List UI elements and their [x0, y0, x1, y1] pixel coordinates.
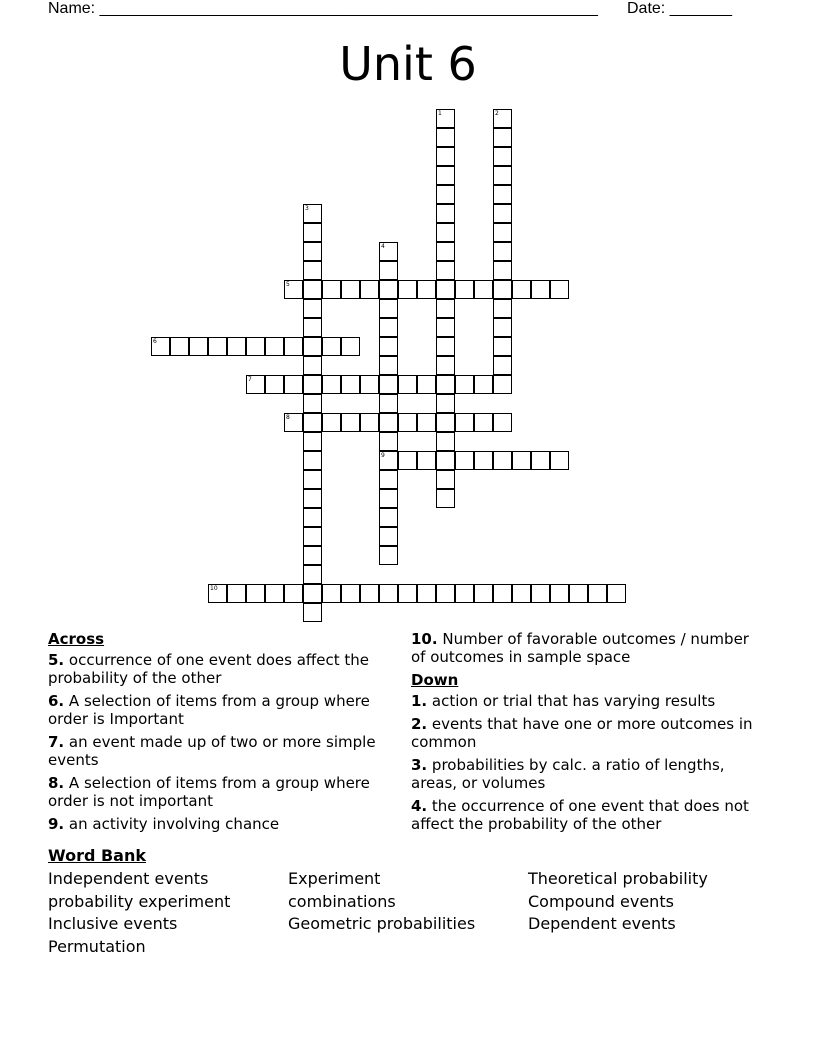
- crossword-cell[interactable]: [531, 584, 550, 603]
- crossword-cell[interactable]: [303, 508, 322, 527]
- crossword-cell[interactable]: [550, 451, 569, 470]
- crossword-cell[interactable]: [436, 204, 455, 223]
- clue-number: 6.: [48, 692, 65, 710]
- crossword-cell[interactable]: [398, 280, 417, 299]
- clue-text: occurrence of one event does affect the probability of the other: [48, 651, 369, 687]
- crossword-cell[interactable]: [208, 584, 227, 603]
- crossword-cell[interactable]: [303, 603, 322, 622]
- crossword-cell[interactable]: [436, 166, 455, 185]
- word-bank-item: Geometric probabilities: [288, 914, 476, 934]
- crossword-cell[interactable]: [322, 280, 341, 299]
- across-clue: [48, 651, 393, 687]
- crossword-cell[interactable]: [436, 470, 455, 489]
- crossword-cell[interactable]: [493, 413, 512, 432]
- page-title: Unit 6: [339, 37, 477, 91]
- crossword-cell[interactable]: [360, 375, 379, 394]
- crossword-cell[interactable]: [493, 356, 512, 375]
- clue-number: 9.: [48, 815, 65, 833]
- crossword-cell[interactable]: [227, 584, 246, 603]
- crossword-cell[interactable]: [303, 565, 322, 584]
- crossword-cell[interactable]: [189, 337, 208, 356]
- crossword-cell[interactable]: [303, 413, 322, 432]
- crossword-cell[interactable]: [379, 318, 398, 337]
- crossword-cell[interactable]: [436, 242, 455, 261]
- crossword-cell[interactable]: [417, 280, 436, 299]
- cell-number: 2: [495, 110, 499, 117]
- crossword-cell[interactable]: [436, 356, 455, 375]
- across-clue: [411, 630, 756, 666]
- clue-text: A selection of items from a group where order is not important: [48, 774, 370, 810]
- crossword-cell[interactable]: [303, 280, 322, 299]
- crossword-cell[interactable]: [398, 584, 417, 603]
- crossword-cell[interactable]: [284, 584, 303, 603]
- crossword-cell[interactable]: [493, 375, 512, 394]
- crossword-cell[interactable]: [379, 280, 398, 299]
- header: [48, 0, 748, 20]
- across-clue: [48, 733, 393, 769]
- crossword-cell[interactable]: [436, 489, 455, 508]
- crossword-cell[interactable]: [246, 375, 265, 394]
- cell-number: 10: [210, 585, 218, 592]
- crossword-cell[interactable]: [436, 413, 455, 432]
- crossword-cell[interactable]: [474, 375, 493, 394]
- cell-number: 8: [286, 414, 290, 421]
- crossword-cell[interactable]: [341, 584, 360, 603]
- clue-text: probabilities by calc. a ratio of lengths, areas, or volumes: [411, 756, 725, 792]
- crossword-cell[interactable]: [303, 489, 322, 508]
- clue-text: action or trial that has varying results: [431, 692, 716, 710]
- crossword-cell[interactable]: [151, 337, 170, 356]
- crossword-cell[interactable]: [436, 185, 455, 204]
- word-bank-item: combinations: [288, 891, 396, 911]
- crossword-cell[interactable]: [398, 413, 417, 432]
- word-bank-item: Theoretical probability: [528, 869, 708, 888]
- crossword-cell[interactable]: [436, 223, 455, 242]
- word-bank-item: probability experiment: [48, 891, 231, 911]
- crossword-cell[interactable]: [455, 280, 474, 299]
- crossword-cell[interactable]: [493, 318, 512, 337]
- crossword-cell[interactable]: [474, 413, 493, 432]
- cell-number: 9: [381, 452, 385, 459]
- crossword-cell[interactable]: [303, 223, 322, 242]
- word-bank-item: Compound events: [528, 891, 674, 911]
- crossword-cell[interactable]: [455, 375, 474, 394]
- date-field[interactable]: Date: _______: [627, 0, 732, 17]
- crossword-cell[interactable]: [360, 584, 379, 603]
- crossword-cell[interactable]: [436, 432, 455, 451]
- crossword-cell[interactable]: [588, 584, 607, 603]
- crossword-cell[interactable]: [379, 356, 398, 375]
- crossword-cell[interactable]: [379, 394, 398, 413]
- crossword-cell[interactable]: [303, 451, 322, 470]
- crossword-cell[interactable]: [379, 451, 398, 470]
- crossword-cell[interactable]: [493, 299, 512, 318]
- down-heading: Down: [411, 671, 459, 689]
- clue-text: events that have one or more outcomes in common: [411, 715, 753, 751]
- crossword-cell[interactable]: [493, 584, 512, 603]
- cell-number: 7: [248, 376, 252, 383]
- crossword-cell[interactable]: [493, 147, 512, 166]
- clue-text: an activity involving chance: [68, 815, 280, 833]
- clue-text: an event made up of two or more simple events: [48, 733, 376, 769]
- down-clue: [411, 692, 756, 710]
- crossword-cell[interactable]: [398, 451, 417, 470]
- crossword-cell[interactable]: [512, 280, 531, 299]
- clue-text: Number of favorable outcomes / number of outcomes in sample space: [411, 630, 749, 666]
- crossword-cell[interactable]: [341, 413, 360, 432]
- crossword-cell[interactable]: [303, 318, 322, 337]
- crossword-cell[interactable]: [379, 489, 398, 508]
- crossword-cell[interactable]: [227, 337, 246, 356]
- cell-number: 4: [381, 243, 385, 250]
- crossword-cell[interactable]: [436, 261, 455, 280]
- crossword-cell[interactable]: [341, 280, 360, 299]
- clue-number: 10.: [411, 630, 438, 648]
- crossword-cell[interactable]: [493, 185, 512, 204]
- crossword-cell[interactable]: [550, 280, 569, 299]
- word-bank-item: Experiment: [288, 869, 381, 888]
- crossword-cell[interactable]: [303, 527, 322, 546]
- crossword-cell[interactable]: [436, 318, 455, 337]
- crossword-cell[interactable]: [284, 413, 303, 432]
- crossword-cell[interactable]: [208, 337, 227, 356]
- crossword-cell[interactable]: [436, 337, 455, 356]
- crossword-cell[interactable]: [607, 584, 626, 603]
- crossword-cell[interactable]: [303, 546, 322, 565]
- crossword-cell[interactable]: [531, 451, 550, 470]
- crossword-cell[interactable]: [436, 451, 455, 470]
- crossword-cell[interactable]: [436, 584, 455, 603]
- crossword-cell[interactable]: [493, 242, 512, 261]
- clue-text: the occurrence of one event that does not affect the probability of the other: [411, 797, 749, 833]
- crossword-cell[interactable]: [379, 527, 398, 546]
- crossword-cell[interactable]: [322, 375, 341, 394]
- crossword-cell[interactable]: [398, 375, 417, 394]
- down-clue: [411, 756, 756, 792]
- crossword-cell[interactable]: [379, 375, 398, 394]
- crossword-cell[interactable]: [379, 261, 398, 280]
- crossword-cell[interactable]: [303, 375, 322, 394]
- crossword-cell[interactable]: [322, 584, 341, 603]
- clue-number: 1.: [411, 692, 428, 710]
- crossword-cell[interactable]: [493, 451, 512, 470]
- across-heading: Across: [48, 630, 105, 648]
- crossword-cell[interactable]: [493, 261, 512, 280]
- crossword-cell[interactable]: [303, 261, 322, 280]
- crossword-cell[interactable]: [474, 451, 493, 470]
- across-clue: [48, 692, 393, 728]
- crossword-cell[interactable]: [417, 413, 436, 432]
- crossword-cell[interactable]: [379, 546, 398, 565]
- crossword-cell[interactable]: [379, 584, 398, 603]
- cell-number: 5: [286, 281, 290, 288]
- crossword-cell[interactable]: [265, 337, 284, 356]
- crossword-cell[interactable]: [493, 109, 512, 128]
- crossword-cell[interactable]: [493, 223, 512, 242]
- clue-number: 2.: [411, 715, 428, 733]
- crossword-cell[interactable]: [170, 337, 189, 356]
- crossword-cell[interactable]: [379, 470, 398, 489]
- cell-number: 6: [153, 338, 157, 345]
- crossword-cell[interactable]: [303, 204, 322, 223]
- crossword-cell[interactable]: [341, 337, 360, 356]
- crossword-cell[interactable]: [303, 394, 322, 413]
- crossword-cell[interactable]: [550, 584, 569, 603]
- crossword-cell[interactable]: [436, 394, 455, 413]
- crossword-cell[interactable]: [303, 299, 322, 318]
- down-column: [411, 630, 756, 838]
- word-bank-item: Permutation: [48, 936, 146, 956]
- crossword-cell[interactable]: [436, 375, 455, 394]
- crossword-cell[interactable]: [360, 413, 379, 432]
- clue-number: 5.: [48, 651, 65, 669]
- crossword-cell[interactable]: [303, 337, 322, 356]
- crossword-cell[interactable]: [284, 337, 303, 356]
- word-bank: [48, 846, 768, 958]
- crossword-cell[interactable]: [303, 356, 322, 375]
- crossword-cell[interactable]: [360, 280, 379, 299]
- crossword-cell[interactable]: [265, 375, 284, 394]
- word-bank-heading: Word Bank: [48, 846, 147, 865]
- name-field[interactable]: Name: ________________________________________________________: [48, 0, 598, 17]
- crossword-cell[interactable]: [493, 280, 512, 299]
- crossword-cell[interactable]: [284, 375, 303, 394]
- crossword-cell[interactable]: [512, 584, 531, 603]
- crossword-cell[interactable]: [246, 584, 265, 603]
- crossword-cell[interactable]: [474, 280, 493, 299]
- crossword-cell[interactable]: [379, 299, 398, 318]
- crossword-cell[interactable]: [455, 584, 474, 603]
- crossword-cell[interactable]: [379, 508, 398, 527]
- down-clue: [411, 715, 756, 751]
- clue-number: 8.: [48, 774, 65, 792]
- clue-number: 4.: [411, 797, 428, 815]
- crossword-cell[interactable]: [436, 299, 455, 318]
- crossword-cell[interactable]: [265, 584, 284, 603]
- crossword-cell[interactable]: [512, 451, 531, 470]
- crossword-cell[interactable]: [417, 451, 436, 470]
- crossword-cell[interactable]: [493, 128, 512, 147]
- crossword-cell[interactable]: [569, 584, 588, 603]
- word-bank-item: Independent events: [48, 869, 209, 888]
- crossword-cell[interactable]: [436, 128, 455, 147]
- crossword-cell[interactable]: [303, 584, 322, 603]
- crossword-cell[interactable]: [436, 147, 455, 166]
- crossword-cell[interactable]: [303, 432, 322, 451]
- word-bank-item: Dependent events: [528, 914, 676, 934]
- down-clue: [411, 797, 756, 833]
- crossword-cell[interactable]: [436, 280, 455, 299]
- crossword-cell[interactable]: [531, 280, 550, 299]
- crossword-cell[interactable]: [322, 337, 341, 356]
- crossword-cell[interactable]: [379, 242, 398, 261]
- crossword-cell[interactable]: [303, 470, 322, 489]
- crossword-cell[interactable]: [322, 413, 341, 432]
- crossword-cell[interactable]: [303, 242, 322, 261]
- clue-text: A selection of items from a group where order is Important: [48, 692, 370, 728]
- crossword-cell[interactable]: [493, 166, 512, 185]
- crossword-cell[interactable]: [493, 337, 512, 356]
- crossword-cell[interactable]: [417, 584, 436, 603]
- crossword-cell[interactable]: [436, 109, 455, 128]
- crossword-cell[interactable]: [474, 584, 493, 603]
- crossword-cell[interactable]: [246, 337, 265, 356]
- crossword-cell[interactable]: [379, 432, 398, 451]
- crossword-cell[interactable]: [341, 375, 360, 394]
- crossword-cell[interactable]: [493, 204, 512, 223]
- crossword-cell[interactable]: [284, 280, 303, 299]
- clue-number: 3.: [411, 756, 428, 774]
- cell-number: 1: [438, 110, 442, 117]
- across-clue: [48, 815, 393, 833]
- word-bank-item: Inclusive events: [48, 914, 178, 934]
- across-clues: [48, 630, 393, 838]
- crossword-cell[interactable]: [455, 451, 474, 470]
- clue-number: 7.: [48, 733, 65, 751]
- cell-number: 3: [305, 205, 309, 212]
- crossword-cell[interactable]: [455, 413, 474, 432]
- crossword-cell[interactable]: [379, 337, 398, 356]
- crossword-cell[interactable]: [417, 375, 436, 394]
- crossword-cell[interactable]: [379, 413, 398, 432]
- across-clue: [48, 774, 393, 810]
